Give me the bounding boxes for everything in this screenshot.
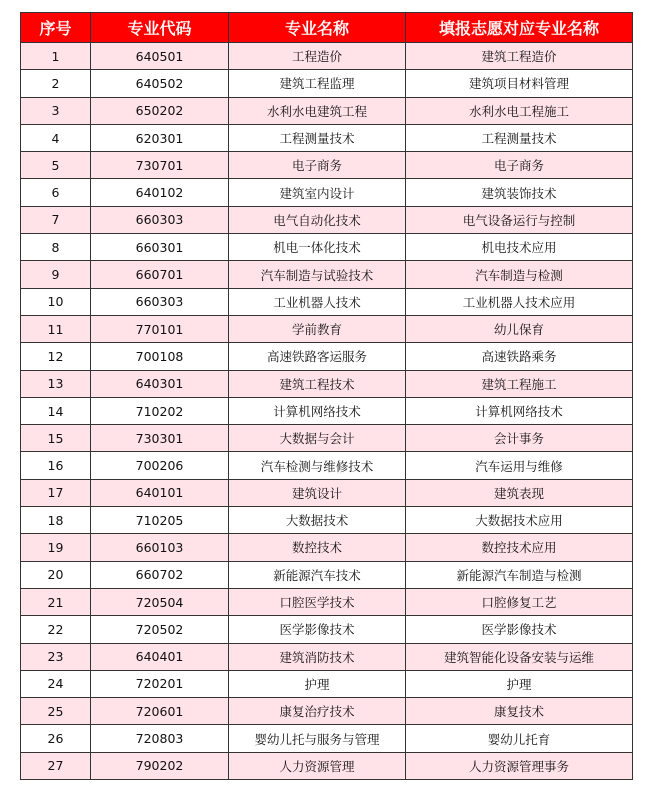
- cell-serial-number: 20: [21, 561, 91, 588]
- cell-corresponding-major: 工程测量技术: [406, 124, 633, 151]
- cell-major-code: 660702: [91, 561, 229, 588]
- cell-major-code: 790202: [91, 752, 229, 779]
- cell-serial-number: 21: [21, 588, 91, 615]
- cell-serial-number: 23: [21, 643, 91, 670]
- majors-table-container: [20, 12, 632, 780]
- cell-major-name: 新能源汽车技术: [229, 561, 406, 588]
- header-major-name: 专业名称: [229, 13, 406, 43]
- cell-major-name: 建筑工程监理: [229, 70, 406, 97]
- table-row: [21, 43, 633, 70]
- cell-major-name: 汽车制造与试验技术: [229, 261, 406, 288]
- table-row: [21, 315, 633, 342]
- cell-major-name: 建筑设计: [229, 479, 406, 506]
- cell-corresponding-major: 水利水电工程施工: [406, 97, 633, 124]
- cell-corresponding-major: 新能源汽车制造与检测: [406, 561, 633, 588]
- cell-major-code: 660301: [91, 234, 229, 261]
- cell-corresponding-major: 建筑智能化设备安装与运维: [406, 643, 633, 670]
- table-row: [21, 616, 633, 643]
- cell-corresponding-major: 机电技术应用: [406, 234, 633, 261]
- cell-major-name: 建筑消防技术: [229, 643, 406, 670]
- table-row: [21, 152, 633, 179]
- table-row: [21, 507, 633, 534]
- cell-serial-number: 1: [21, 43, 91, 70]
- table-row: [21, 70, 633, 97]
- header-serial-number: 序号: [21, 13, 91, 43]
- cell-serial-number: 26: [21, 725, 91, 752]
- cell-major-name: 高速铁路客运服务: [229, 343, 406, 370]
- header-corresponding-major: 填报志愿对应专业名称: [406, 13, 633, 43]
- cell-corresponding-major: 口腔修复工艺: [406, 588, 633, 615]
- table-row: [21, 261, 633, 288]
- cell-major-code: 730301: [91, 425, 229, 452]
- cell-major-code: 640501: [91, 43, 229, 70]
- cell-serial-number: 13: [21, 370, 91, 397]
- cell-major-code: 720803: [91, 725, 229, 752]
- table-row: [21, 725, 633, 752]
- table-row: [21, 288, 633, 315]
- cell-serial-number: 2: [21, 70, 91, 97]
- cell-major-name: 学前教育: [229, 315, 406, 342]
- cell-major-name: 大数据技术: [229, 507, 406, 534]
- table-row: [21, 452, 633, 479]
- cell-major-name: 护理: [229, 670, 406, 697]
- cell-corresponding-major: 康复技术: [406, 698, 633, 725]
- cell-corresponding-major: 幼儿保育: [406, 315, 633, 342]
- table-row: [21, 97, 633, 124]
- cell-serial-number: 27: [21, 752, 91, 779]
- cell-serial-number: 19: [21, 534, 91, 561]
- cell-major-name: 工程造价: [229, 43, 406, 70]
- cell-corresponding-major: 电气设备运行与控制: [406, 206, 633, 233]
- cell-serial-number: 8: [21, 234, 91, 261]
- cell-major-code: 720502: [91, 616, 229, 643]
- cell-corresponding-major: 汽车制造与检测: [406, 261, 633, 288]
- cell-serial-number: 3: [21, 97, 91, 124]
- cell-serial-number: 17: [21, 479, 91, 506]
- majors-table: [20, 12, 633, 780]
- cell-major-name: 建筑工程技术: [229, 370, 406, 397]
- table-row: [21, 670, 633, 697]
- cell-corresponding-major: 计算机网络技术: [406, 397, 633, 424]
- cell-major-code: 660303: [91, 206, 229, 233]
- cell-major-code: 720601: [91, 698, 229, 725]
- cell-serial-number: 25: [21, 698, 91, 725]
- cell-major-code: 660103: [91, 534, 229, 561]
- table-row: [21, 234, 633, 261]
- cell-corresponding-major: 数控技术应用: [406, 534, 633, 561]
- cell-major-name: 大数据与会计: [229, 425, 406, 452]
- header-major-code: 专业代码: [91, 13, 229, 43]
- cell-serial-number: 12: [21, 343, 91, 370]
- table-row: [21, 397, 633, 424]
- cell-corresponding-major: 大数据技术应用: [406, 507, 633, 534]
- table-row: [21, 588, 633, 615]
- table-header-row: [21, 13, 633, 43]
- cell-serial-number: 24: [21, 670, 91, 697]
- table-row: [21, 561, 633, 588]
- cell-major-code: 710205: [91, 507, 229, 534]
- table-row: [21, 698, 633, 725]
- cell-major-name: 口腔医学技术: [229, 588, 406, 615]
- cell-serial-number: 5: [21, 152, 91, 179]
- cell-serial-number: 4: [21, 124, 91, 151]
- cell-major-name: 建筑室内设计: [229, 179, 406, 206]
- cell-major-name: 工业机器人技术: [229, 288, 406, 315]
- cell-major-name: 汽车检测与维修技术: [229, 452, 406, 479]
- cell-major-code: 720201: [91, 670, 229, 697]
- cell-serial-number: 11: [21, 315, 91, 342]
- cell-corresponding-major: 高速铁路乘务: [406, 343, 633, 370]
- cell-major-code: 640101: [91, 479, 229, 506]
- cell-serial-number: 7: [21, 206, 91, 233]
- cell-major-name: 工程测量技术: [229, 124, 406, 151]
- cell-corresponding-major: 汽车运用与维修: [406, 452, 633, 479]
- cell-major-code: 650202: [91, 97, 229, 124]
- cell-corresponding-major: 会计事务: [406, 425, 633, 452]
- cell-major-code: 710202: [91, 397, 229, 424]
- cell-major-name: 机电一体化技术: [229, 234, 406, 261]
- cell-major-name: 电气自动化技术: [229, 206, 406, 233]
- cell-serial-number: 16: [21, 452, 91, 479]
- cell-corresponding-major: 电子商务: [406, 152, 633, 179]
- cell-serial-number: 9: [21, 261, 91, 288]
- cell-corresponding-major: 护理: [406, 670, 633, 697]
- cell-major-code: 700206: [91, 452, 229, 479]
- cell-major-name: 康复治疗技术: [229, 698, 406, 725]
- table-row: [21, 206, 633, 233]
- cell-major-name: 水利水电建筑工程: [229, 97, 406, 124]
- cell-major-code: 730701: [91, 152, 229, 179]
- cell-major-name: 医学影像技术: [229, 616, 406, 643]
- cell-major-code: 640301: [91, 370, 229, 397]
- cell-serial-number: 22: [21, 616, 91, 643]
- cell-corresponding-major: 建筑工程造价: [406, 43, 633, 70]
- cell-major-name: 数控技术: [229, 534, 406, 561]
- cell-major-code: 720504: [91, 588, 229, 615]
- cell-corresponding-major: 工业机器人技术应用: [406, 288, 633, 315]
- cell-corresponding-major: 建筑工程施工: [406, 370, 633, 397]
- table-row: [21, 343, 633, 370]
- cell-major-code: 640102: [91, 179, 229, 206]
- cell-major-code: 640502: [91, 70, 229, 97]
- table-body: [21, 43, 633, 780]
- cell-corresponding-major: 建筑项目材料管理: [406, 70, 633, 97]
- cell-major-code: 770101: [91, 315, 229, 342]
- table-row: [21, 479, 633, 506]
- cell-corresponding-major: 人力资源管理事务: [406, 752, 633, 779]
- cell-major-code: 700108: [91, 343, 229, 370]
- table-row: [21, 534, 633, 561]
- cell-corresponding-major: 医学影像技术: [406, 616, 633, 643]
- cell-major-name: 婴幼儿托与服务与管理: [229, 725, 406, 752]
- cell-serial-number: 18: [21, 507, 91, 534]
- cell-major-code: 660303: [91, 288, 229, 315]
- table-row: [21, 752, 633, 779]
- cell-major-code: 620301: [91, 124, 229, 151]
- cell-major-code: 660701: [91, 261, 229, 288]
- table-row: [21, 425, 633, 452]
- cell-serial-number: 15: [21, 425, 91, 452]
- cell-major-name: 人力资源管理: [229, 752, 406, 779]
- table-row: [21, 643, 633, 670]
- cell-major-code: 640401: [91, 643, 229, 670]
- cell-major-name: 电子商务: [229, 152, 406, 179]
- table-row: [21, 370, 633, 397]
- cell-serial-number: 6: [21, 179, 91, 206]
- cell-major-name: 计算机网络技术: [229, 397, 406, 424]
- table-row: [21, 124, 633, 151]
- cell-corresponding-major: 建筑装饰技术: [406, 179, 633, 206]
- cell-serial-number: 10: [21, 288, 91, 315]
- cell-serial-number: 14: [21, 397, 91, 424]
- cell-corresponding-major: 建筑表现: [406, 479, 633, 506]
- table-row: [21, 179, 633, 206]
- cell-corresponding-major: 婴幼儿托育: [406, 725, 633, 752]
